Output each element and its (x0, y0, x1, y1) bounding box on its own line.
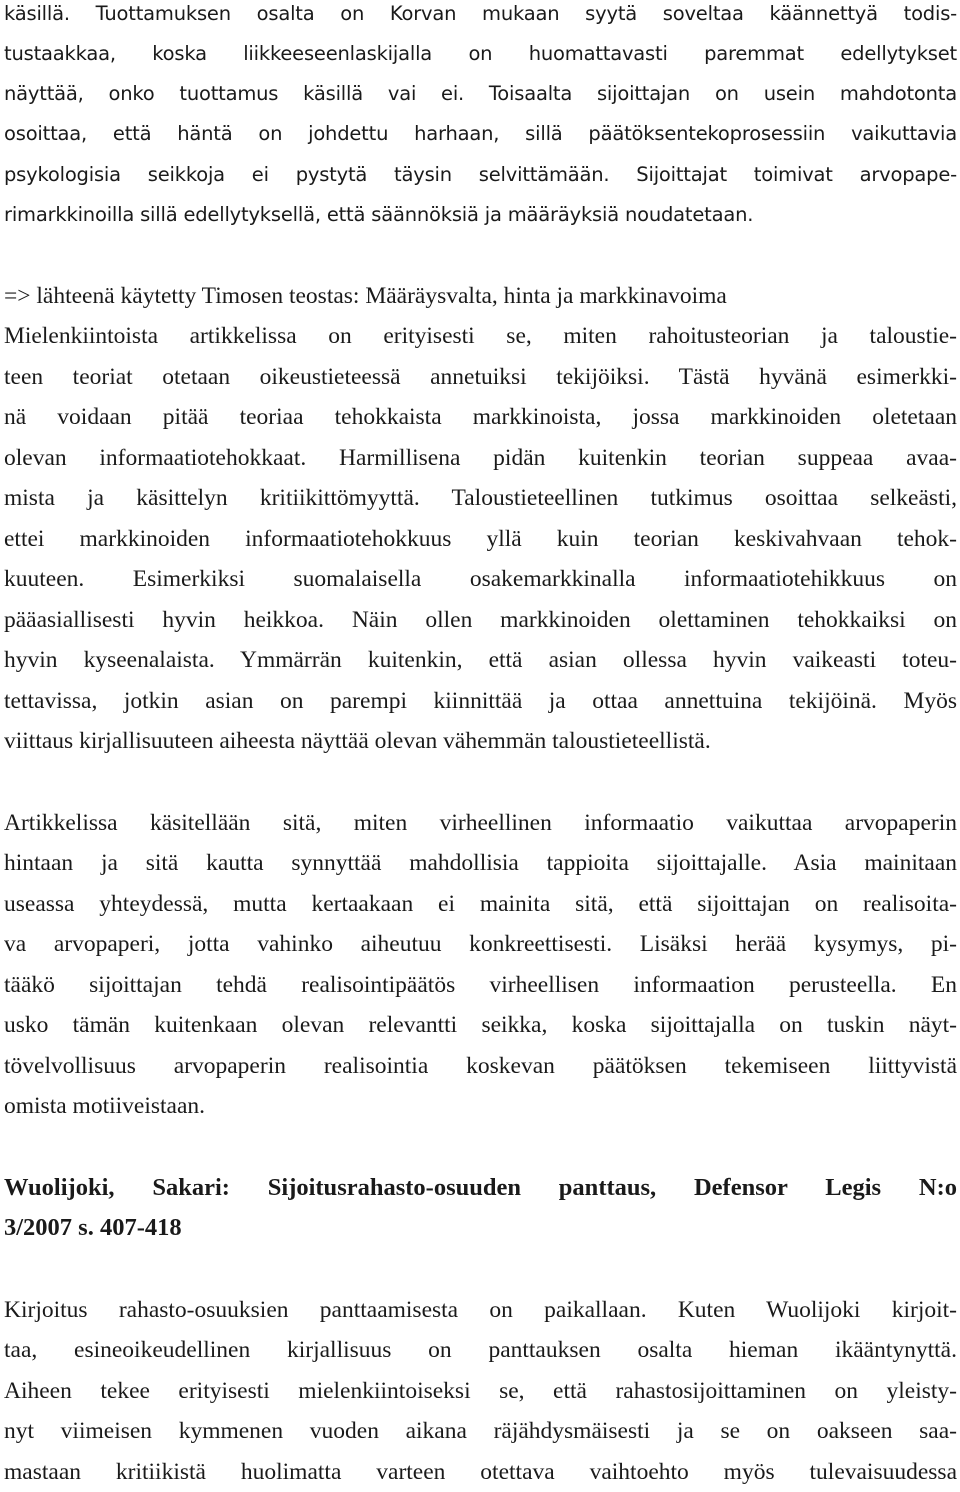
text-line: tövelvollisuus arvopaperin realisointia koskevan päätöksen tekemiseen liittyvistä (4, 1053, 957, 1079)
text-line: Artikkelissa käsitellään sitä, miten virheellinen informaatio vaikuttaa arvopaperin (4, 810, 957, 836)
text-line: teen teoriat otetaan oikeustieteessä annetuiksi tekijöiksi. Tästä hyvänä esimerkki- (4, 364, 957, 390)
text-line: näyttää, onko tuottamus käsillä vai ei. Toisaalta sijoittajan on usein mahdotonta (4, 82, 957, 105)
text-line: tettavissa, jotkin asian on parempi kiinnittää ja ottaa annettuina tekijöinä. Myös (4, 688, 957, 714)
text-line: pääasiallisesti hyvin heikkoa. Näin ollen markkinoiden olettaminen tehokkaiksi on (4, 607, 957, 633)
text-line: Aiheen tekee erityisesti mielenkiintoiseksi se, että rahastosijoittaminen on yleisty- (4, 1378, 957, 1404)
text-line: tustaakkaa, koska liikkeeseenlaskijalla on huomattavasti paremmat edellytykset (4, 42, 957, 65)
text-line: rimarkkinoilla sillä edellytyksellä, että säännöksiä ja määräyksiä noudatetaan. (4, 203, 754, 226)
text-line: useassa yhteydessä, mutta kertaakaan ei mainita sitä, että sijoittajan on realisoita- (4, 891, 957, 917)
text-line: hyvin kyseenalaista. Ymmärrän kuitenkin, että asian ollessa hyvin vaikeasti toteu- (4, 647, 957, 673)
heading-line: 3/2007 s. 407-418 (4, 1214, 182, 1241)
text-line: nyt viimeisen kymmenen vuoden aikana räjähdysmäisesti ja se on oakseen saa- (4, 1418, 957, 1444)
text-line: va arvopaperi, jotta vahinko aiheutuu konkreettisesti. Lisäksi herää kysymys, pi- (4, 931, 957, 957)
text-line: usko tämän kuitenkaan olevan relevantti seikka, koska sijoittajalla on tuskin näyt- (4, 1012, 957, 1038)
heading-line: Wuolijoki, Sakari: Sijoitusrahasto-osuuden panttaus, Defensor Legis N:o (4, 1174, 957, 1201)
text-line: ettei markkinoiden informaatiotehokkuus yllä kuin teorian keskivahvaan tehok- (4, 526, 957, 552)
text-line: mastaan kritiikistä huolimatta varteen otettava vaihtoehto myös tulevaisuudessa (4, 1459, 957, 1485)
text-line: olevan informaatiotehokkaat. Harmillisena pidän kuitenkin teorian suppeaa avaa- (4, 445, 957, 471)
text-line: psykologisia seikkoja ei pystytä täysin selvittämään. Sijoittajat toimivat arvopape- (4, 163, 957, 186)
text-line: taa, esineoikeudellinen kirjallisuus on panttauksen osalta hieman ikääntynyttä. (4, 1337, 957, 1363)
text-line: tääkö sijoittajan tehdä realisointipäätös virheellisen informaation perusteella. En (4, 972, 957, 998)
text-line: mista ja käsittelyn kritiikittömyyttä. Taloustieteellinen tutkimus osoittaa selkeästi, (4, 485, 957, 511)
text-line: osoittaa, että häntä on johdettu harhaan, sillä päätöksentekoprosessiin vaikuttavia (4, 122, 957, 145)
text-line: käsillä. Tuottamuksen osalta on Korvan mukaan syytä soveltaa käännettyä todis- (4, 2, 957, 25)
text-line: kuuteen. Esimerkiksi suomalaisella osakemarkkinalla informaatiotehikkuus on (4, 566, 957, 592)
text-line: nä voidaan pitää teoriaa tehokkaista markkinoista, jossa markkinoiden oletetaan (4, 404, 957, 430)
text-line: omista motiiveistaan. (4, 1093, 206, 1119)
source-line: => lähteenä käytetty Timosen teostas: Määräysvalta, hinta ja markkinavoima (4, 283, 727, 309)
text-line: viittaus kirjallisuuteen aiheesta näyttää olevan vähemmän taloustieteellistä. (4, 728, 711, 754)
text-line: Kirjoitus rahasto-osuuksien panttaamisesta on paikallaan. Kuten Wuolijoki kirjoit- (4, 1297, 957, 1323)
text-line: Mielenkiintoista artikkelissa on erityisesti se, miten rahoitusteorian ja taloustie- (4, 323, 957, 349)
text-line: hintaan ja sitä kautta synnyttää mahdollisia tappioita sijoittajalle. Asia mainitaan (4, 850, 957, 876)
